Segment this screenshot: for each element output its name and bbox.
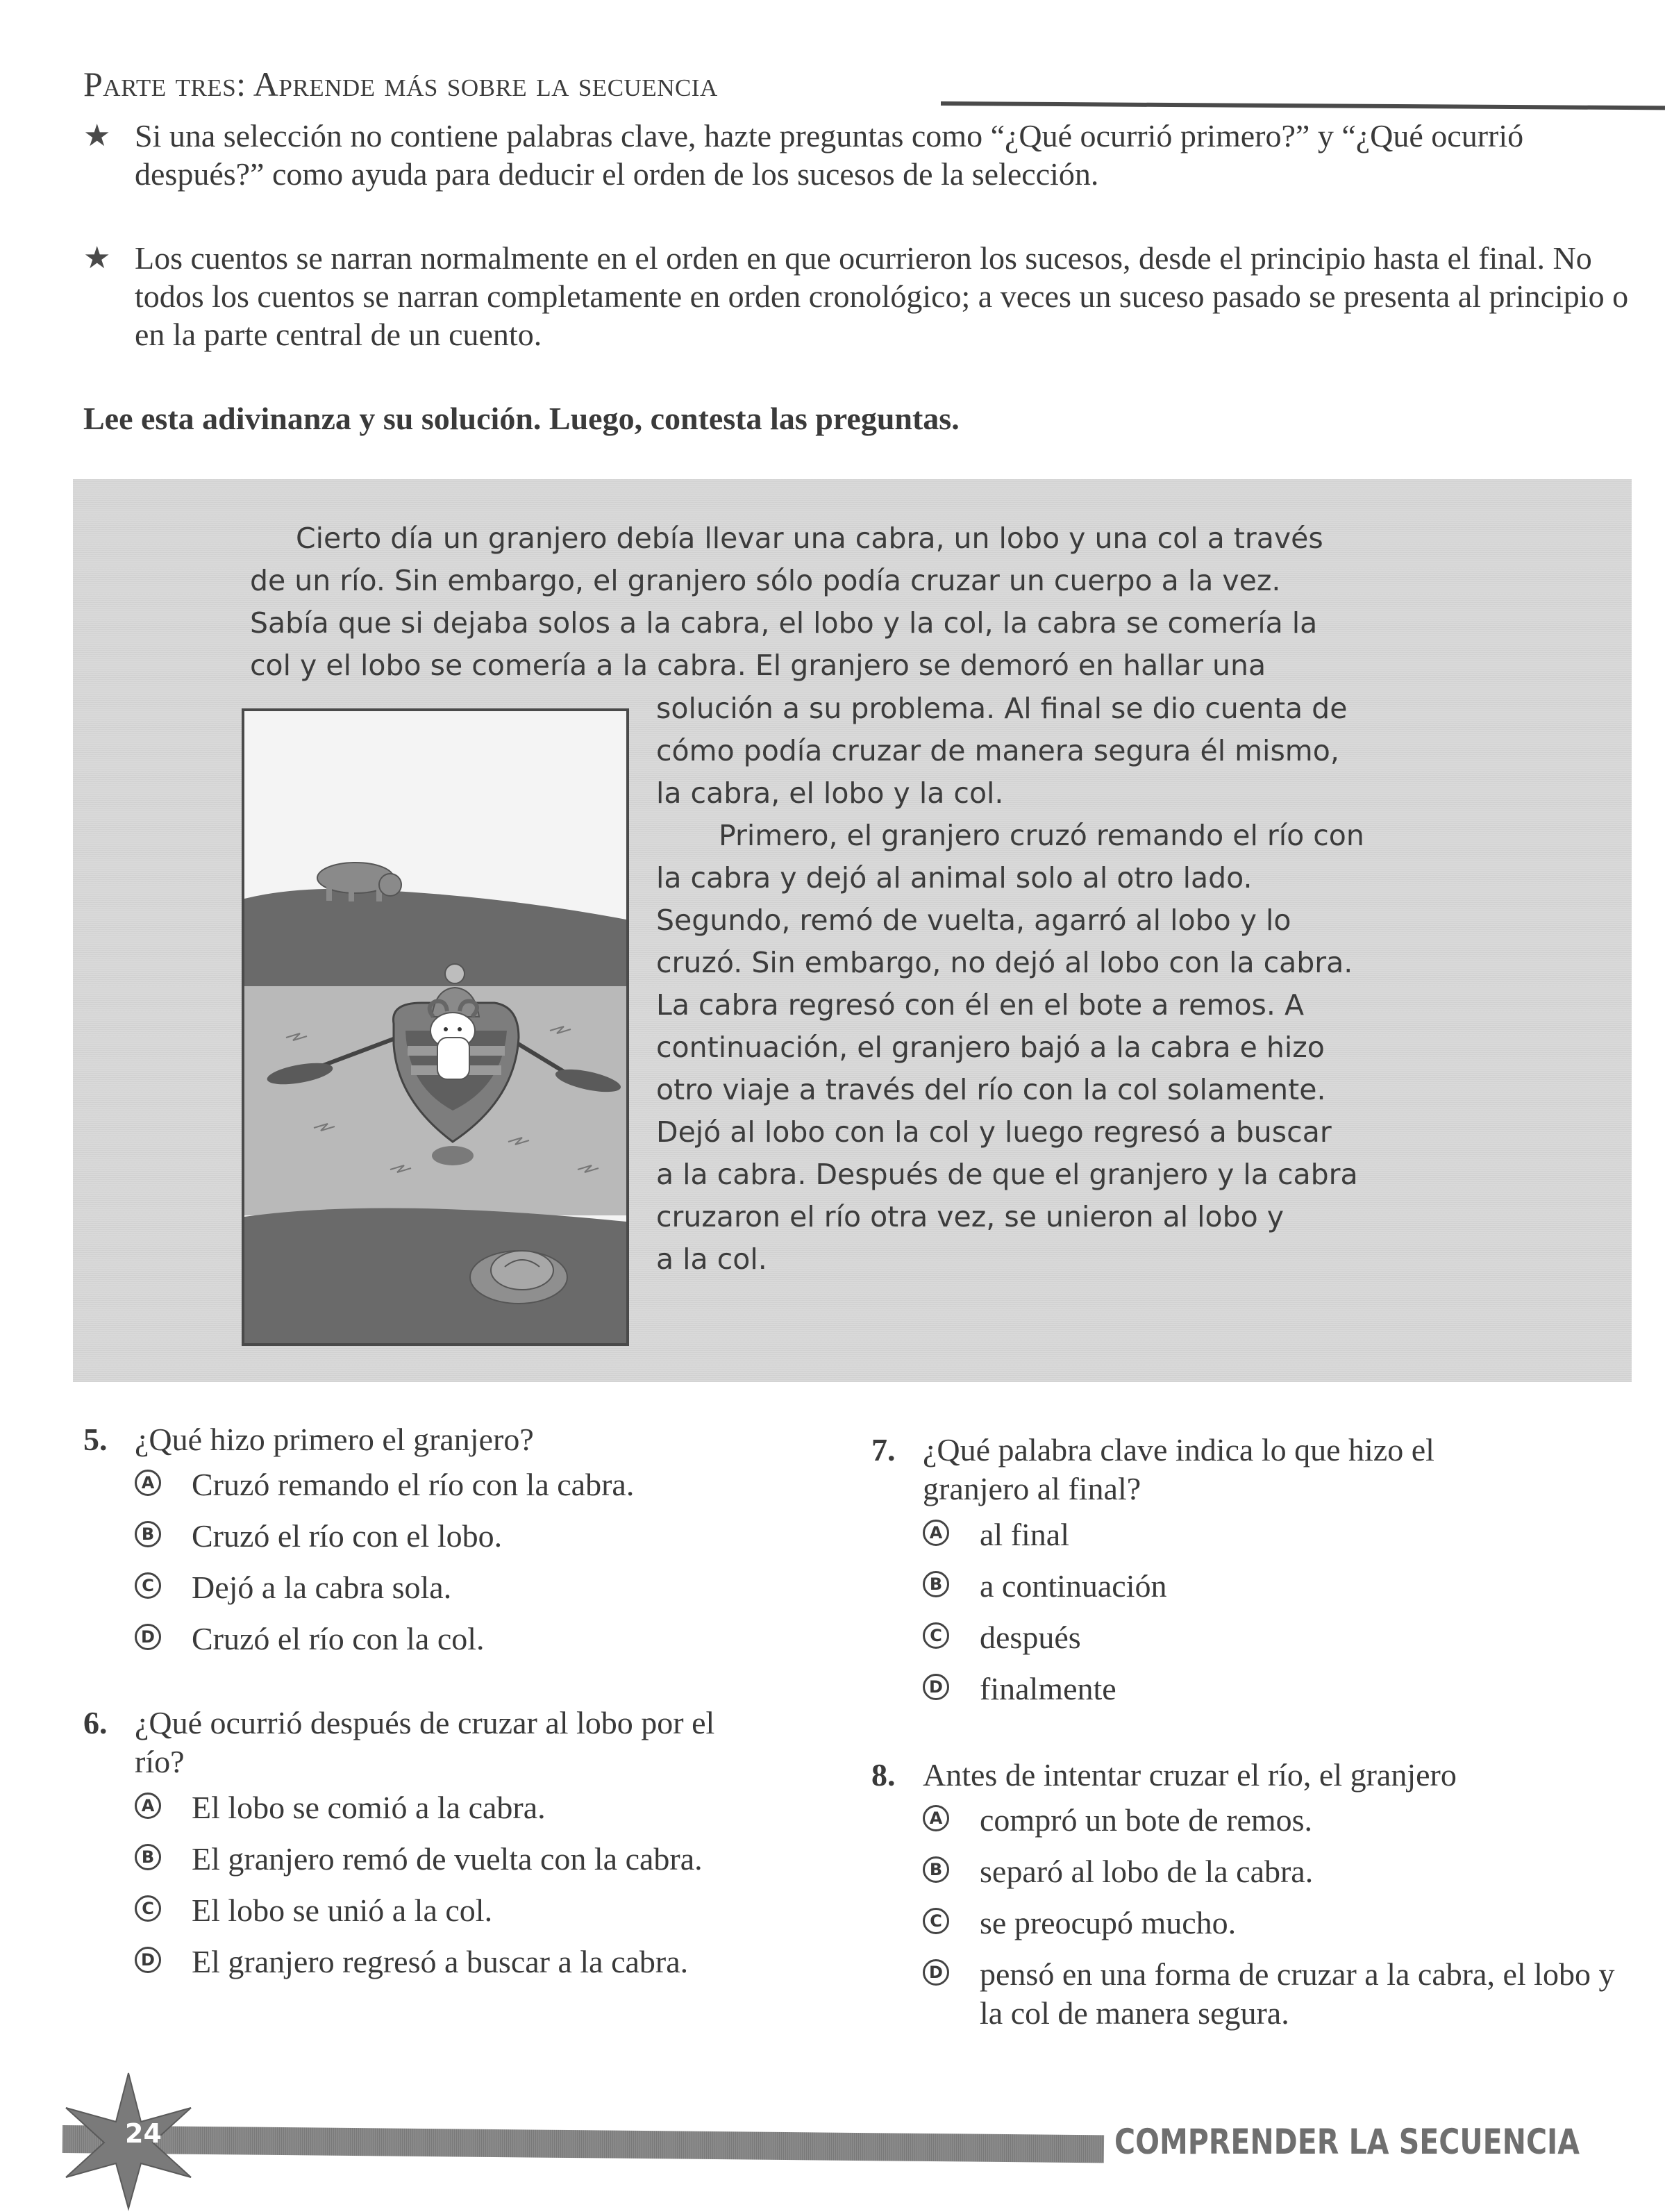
option-text: separó al lobo de la cabra. [980, 1854, 1314, 1889]
answer-bubble-c[interactable]: C [923, 1622, 949, 1649]
star-icon: ★ [83, 119, 111, 153]
answer-option-c[interactable] [135, 1891, 773, 1930]
passage-line: la cabra y dejó al animal solo al otro lado. [656, 861, 1253, 895]
passage-line: a la col. [656, 1242, 767, 1276]
answer-options [923, 1801, 1617, 2045]
heading-rule [941, 101, 1665, 110]
page-number: 24 [125, 2118, 162, 2149]
passage-line: cruzaron el río otra vez, se unieron al lobo y [656, 1200, 1285, 1233]
passage-line: Dejó al lobo con la col y luego regresó a buscar [656, 1115, 1332, 1149]
answer-bubble-d[interactable]: D [135, 1624, 161, 1650]
tip-text: Los cuentos se narran normalmente en el orden en que ocurrieron los sucesos, desde el principio hasta el final. No todos los cuentos se narran completamente en orden cronológico; a veces un suceso pasado se presenta al principio o en la parte central de un cuento. [135, 240, 1629, 352]
cabbage-icon [470, 1251, 567, 1304]
passage-line: de un río. Sin embargo, el granjero sólo podía cruzar un cuerpo a la vez. [250, 564, 1281, 597]
question-stem: ¿Qué ocurrió después de cruzar al lobo por el río? [135, 1705, 715, 1779]
answer-bubble-c[interactable]: C [923, 1908, 949, 1934]
passage-intro [250, 517, 1430, 687]
passage-line: cruzó. Sin embargo, no dejó al lobo con la cabra. [656, 946, 1353, 979]
answer-bubble-b[interactable]: B [923, 1571, 949, 1597]
option-text: pensó en una forma de cruzar a la cabra, el lobo y la col de manera segura. [980, 1956, 1615, 2031]
near-bank [244, 1208, 626, 1343]
answer-options [135, 1788, 773, 1994]
option-text: se preocupó mucho. [980, 1905, 1237, 1940]
option-text: finalmente [980, 1671, 1116, 1706]
answer-option-b[interactable] [135, 1517, 829, 1556]
page-heading: Parte tres: Aprende más sobre la secuencia [83, 65, 718, 103]
question-stem: ¿Qué hizo primero el granjero? [135, 1422, 534, 1457]
river-crossing-illustration [242, 708, 629, 1346]
passage-line: Sabía que si dejaba solos a la cabra, el lobo y la col, la cabra se comería la [250, 606, 1318, 640]
answer-options [135, 1465, 829, 1671]
answer-option-c[interactable] [923, 1618, 1617, 1657]
answer-option-c[interactable] [135, 1568, 829, 1607]
passage-line: Primero, el granjero cruzó remando el río con [719, 819, 1364, 852]
answer-bubble-d[interactable]: D [923, 1674, 949, 1700]
answer-option-a[interactable] [135, 1788, 773, 1827]
answer-bubble-a[interactable]: A [923, 1805, 949, 1831]
question-stem: ¿Qué palabra clave indica lo que hizo el granjero al final? [923, 1432, 1434, 1506]
option-text: a continuación [980, 1568, 1167, 1604]
answer-option-d[interactable] [923, 1955, 1617, 2033]
answer-option-d[interactable] [923, 1670, 1617, 1708]
option-text: Cruzó el río con el lobo. [192, 1518, 503, 1554]
passage-line: col y el lobo se comería a la cabra. El granjero se demoró en hallar una [250, 649, 1266, 682]
instructions: Lee esta adivinanza y su solución. Luego, contesta las preguntas. [83, 401, 960, 436]
option-text: Cruzó el río con la col. [192, 1621, 485, 1656]
answer-option-b[interactable] [923, 1567, 1617, 1606]
answer-bubble-d[interactable]: D [135, 1947, 161, 1973]
option-text: Cruzó remando el río con la cabra. [192, 1467, 635, 1502]
answer-option-d[interactable] [135, 1620, 829, 1658]
option-text: El granjero regresó a buscar a la cabra. [192, 1944, 689, 1979]
answer-bubble-a[interactable]: A [923, 1520, 949, 1546]
passage-line: a la cabra. Después de que el granjero y la cabra [656, 1158, 1358, 1191]
option-text: después [980, 1620, 1081, 1655]
passage-line: solución a su problema. Al final se dio cuenta de [656, 692, 1348, 725]
passage-line: otro viaje a través del río con la col solamente. [656, 1073, 1326, 1106]
footer-section-title: COMPRENDER LA SECUENCIA [1114, 2122, 1580, 2162]
passage-line: la cabra, el lobo y la col. [656, 776, 1004, 810]
passage-body [656, 688, 1455, 1281]
option-text: El granjero remó de vuelta con la cabra. [192, 1841, 703, 1877]
star-icon: ★ [83, 241, 111, 275]
answer-option-a[interactable] [135, 1465, 829, 1504]
answer-bubble-a[interactable]: A [135, 1470, 161, 1496]
answer-bubble-c[interactable]: C [135, 1895, 161, 1922]
option-text: El lobo se unió a la col. [192, 1893, 493, 1928]
option-text: Dejó a la cabra sola. [192, 1570, 452, 1605]
option-text: El lobo se comió a la cabra. [192, 1790, 546, 1825]
passage-line: La cabra regresó con él en el bote a remos. A [656, 988, 1305, 1022]
option-text: al final [980, 1517, 1069, 1552]
footer-bar [62, 2125, 1104, 2163]
answer-bubble-b[interactable]: B [135, 1844, 161, 1870]
tip-text: Si una selección no contiene palabras clave, hazte preguntas como “¿Qué ocurrió primero?” y “¿Qué ocurrió después?” como ayuda para deducir el orden de los sucesos de la selección. [135, 118, 1524, 192]
passage-line: Cierto día un granjero debía llevar una cabra, un lobo y una col a través [296, 522, 1323, 555]
question-number: 7. [871, 1432, 896, 1467]
question-stem: Antes de intentar cruzar el río, el granjero [923, 1757, 1457, 1793]
option-text: compró un bote de remos. [980, 1802, 1313, 1838]
answer-option-b[interactable] [923, 1852, 1617, 1891]
answer-bubble-d[interactable]: D [923, 1959, 949, 1986]
answer-option-a[interactable] [923, 1801, 1617, 1840]
passage-line: Segundo, remó de vuelta, agarró al lobo y lo [656, 904, 1291, 937]
passage-line: cómo podía cruzar de manera segura él mismo, [656, 734, 1339, 767]
question-number: 6. [83, 1705, 108, 1740]
answer-option-b[interactable] [135, 1840, 705, 1879]
answer-bubble-a[interactable]: A [135, 1793, 161, 1819]
illustration-svg [244, 711, 626, 1343]
answer-bubble-b[interactable]: B [135, 1521, 161, 1547]
question-number: 5. [83, 1422, 108, 1457]
answer-bubble-c[interactable]: C [135, 1572, 161, 1599]
answer-options [923, 1515, 1617, 1721]
question-number: 8. [871, 1757, 896, 1793]
answer-option-d[interactable] [135, 1943, 773, 1981]
tip-item [83, 239, 1639, 378]
answer-bubble-b[interactable]: B [923, 1856, 949, 1883]
passage-line: continuación, el granjero bajó a la cabra e hizo [656, 1031, 1325, 1064]
answer-option-a[interactable] [923, 1515, 1617, 1554]
answer-option-c[interactable] [923, 1904, 1617, 1943]
tip-item [83, 117, 1639, 214]
